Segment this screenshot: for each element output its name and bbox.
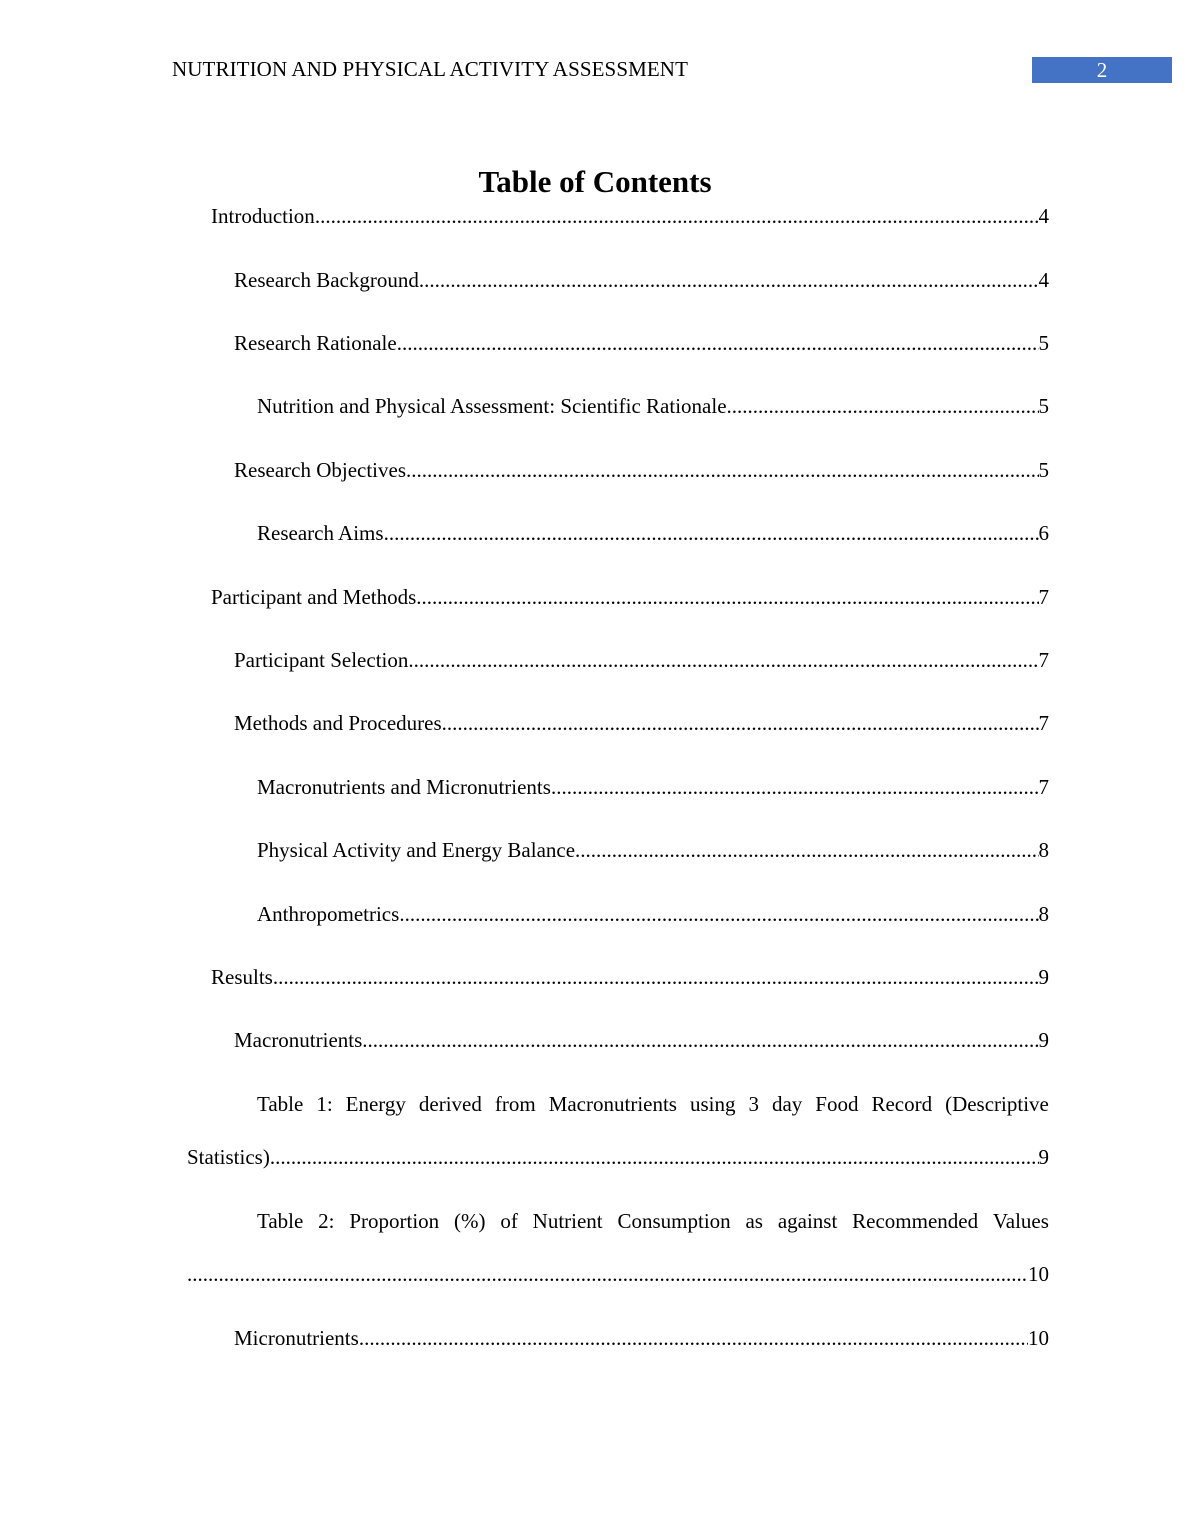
toc-entry-research-rationale[interactable] bbox=[234, 330, 1049, 356]
toc-word: 2: bbox=[318, 1209, 335, 1233]
toc-entry-label: Macronutrients and Micronutrients bbox=[257, 775, 551, 799]
toc-word: (Descriptive bbox=[945, 1092, 1049, 1116]
toc-entry-table-2[interactable] bbox=[257, 1208, 1049, 1234]
toc-word: 3 bbox=[748, 1092, 759, 1116]
toc-entry-label: Anthropometrics bbox=[257, 902, 400, 926]
toc-word: 1: bbox=[316, 1092, 333, 1116]
toc-entry-scientific-rationale[interactable] bbox=[257, 393, 1049, 419]
toc-entry-label: Research Objectives bbox=[234, 458, 407, 482]
toc-leader bbox=[270, 1144, 1039, 1170]
toc-entry-label: Macronutrients bbox=[234, 1028, 363, 1052]
toc-word: Macronutrients bbox=[548, 1092, 677, 1116]
toc-page-number: 9 bbox=[1038, 1145, 1049, 1169]
toc-page-number: 4 bbox=[1038, 204, 1049, 228]
toc-word: Table bbox=[257, 1209, 304, 1233]
toc-word: as bbox=[745, 1209, 763, 1233]
toc-entry-label: Research Background bbox=[234, 268, 419, 292]
toc-entry-methods-and-procedures[interactable] bbox=[234, 710, 1049, 736]
toc-entry-label: Participant and Methods bbox=[211, 585, 417, 609]
toc-page-number: 5 bbox=[1038, 458, 1049, 482]
toc-entry-label: Introduction bbox=[211, 204, 315, 228]
toc-entry-table-2-continuation[interactable] bbox=[187, 1261, 1049, 1287]
toc-page-number: 5 bbox=[1038, 394, 1049, 418]
toc-page-number: 5 bbox=[1038, 331, 1049, 355]
toc-page-number: 6 bbox=[1038, 521, 1049, 545]
toc-page-number: 8 bbox=[1038, 838, 1049, 862]
toc-leader bbox=[406, 457, 1038, 483]
toc-leader bbox=[416, 584, 1038, 610]
toc-leader bbox=[419, 267, 1039, 293]
toc-page-number: 9 bbox=[1038, 1028, 1049, 1052]
toc-word: Proportion bbox=[349, 1209, 440, 1233]
toc-entry-physical-activity-energy-balance[interactable] bbox=[257, 837, 1049, 863]
toc-entry-label: Physical Activity and Energy Balance bbox=[257, 838, 576, 862]
toc-entry-label: Nutrition and Physical Assessment: Scientific Rationale bbox=[257, 394, 727, 418]
toc-page-number: 8 bbox=[1038, 902, 1049, 926]
toc-leader bbox=[727, 393, 1039, 419]
page-number-box: 2 bbox=[1032, 57, 1172, 83]
toc-entry-participant-selection[interactable] bbox=[234, 647, 1049, 673]
toc-word: Food bbox=[815, 1092, 859, 1116]
toc-word: Record bbox=[871, 1092, 933, 1116]
toc-entry-label: Micronutrients bbox=[234, 1326, 359, 1350]
toc-entry-introduction[interactable] bbox=[211, 203, 1049, 229]
toc-page-number: 7 bbox=[1038, 775, 1049, 799]
toc-leader bbox=[384, 520, 1039, 546]
toc-entry-macronutrients[interactable] bbox=[234, 1027, 1049, 1053]
toc-page-number: 7 bbox=[1038, 711, 1049, 735]
toc-word: (%) bbox=[454, 1209, 486, 1233]
toc-word: Consumption bbox=[617, 1209, 731, 1233]
toc-word: Nutrient bbox=[532, 1209, 603, 1233]
toc-page-number: 9 bbox=[1038, 965, 1049, 989]
toc-entry-macro-and-micronutrients[interactable] bbox=[257, 774, 1049, 800]
toc-entry-participant-and-methods[interactable] bbox=[211, 584, 1049, 610]
toc-entry-table-1-continuation[interactable] bbox=[187, 1144, 1049, 1170]
toc-page-number: 7 bbox=[1038, 585, 1049, 609]
toc-page-number: 4 bbox=[1038, 268, 1049, 292]
toc-leader bbox=[575, 837, 1038, 863]
toc-entry-micronutrients[interactable] bbox=[234, 1325, 1049, 1351]
toc-word: Recommended bbox=[852, 1209, 979, 1233]
toc-leader bbox=[551, 774, 1039, 800]
toc-word: of bbox=[500, 1209, 518, 1233]
toc-leader bbox=[442, 710, 1039, 736]
toc-word: from bbox=[494, 1092, 536, 1116]
toc-title: Table of Contents bbox=[478, 164, 712, 199]
toc-entry-label: Research Rationale bbox=[234, 331, 397, 355]
running-head: NUTRITION AND PHYSICAL ACTIVITY ASSESSMENT bbox=[172, 57, 689, 81]
toc-page-number: 10 bbox=[1028, 1262, 1049, 1286]
toc-word: Values bbox=[992, 1209, 1049, 1233]
toc-entry-label: Participant Selection bbox=[234, 648, 409, 672]
toc-entry-label: Methods and Procedures bbox=[234, 711, 442, 735]
toc-page-number: 7 bbox=[1038, 648, 1049, 672]
toc-entry-table-1[interactable] bbox=[257, 1091, 1049, 1117]
toc-leader bbox=[187, 1261, 1028, 1287]
toc-leader bbox=[359, 1325, 1028, 1351]
toc-leader bbox=[397, 330, 1039, 356]
toc-word: day bbox=[771, 1092, 803, 1116]
toc-entry-anthropometrics[interactable] bbox=[257, 901, 1049, 927]
toc-leader bbox=[362, 1027, 1038, 1053]
toc-page-number: 10 bbox=[1028, 1326, 1049, 1350]
toc-entry-research-aims[interactable] bbox=[257, 520, 1049, 546]
toc-word: Table bbox=[257, 1092, 304, 1116]
toc-leader bbox=[315, 203, 1039, 229]
toc-word: using bbox=[689, 1092, 736, 1116]
toc-entry-research-objectives[interactable] bbox=[234, 457, 1049, 483]
toc-leader bbox=[399, 901, 1038, 927]
toc-word: Energy bbox=[345, 1092, 406, 1116]
toc-entry-results[interactable] bbox=[211, 964, 1049, 990]
toc-word: against bbox=[777, 1209, 838, 1233]
toc-leader bbox=[408, 647, 1038, 673]
toc-entry-label: Results bbox=[211, 965, 273, 989]
toc-leader bbox=[273, 964, 1039, 990]
toc-entry-label: Research Aims bbox=[257, 521, 384, 545]
toc-word: derived bbox=[418, 1092, 482, 1116]
toc-entry-research-background[interactable] bbox=[234, 267, 1049, 293]
toc-entry-label: Statistics) bbox=[187, 1145, 270, 1169]
